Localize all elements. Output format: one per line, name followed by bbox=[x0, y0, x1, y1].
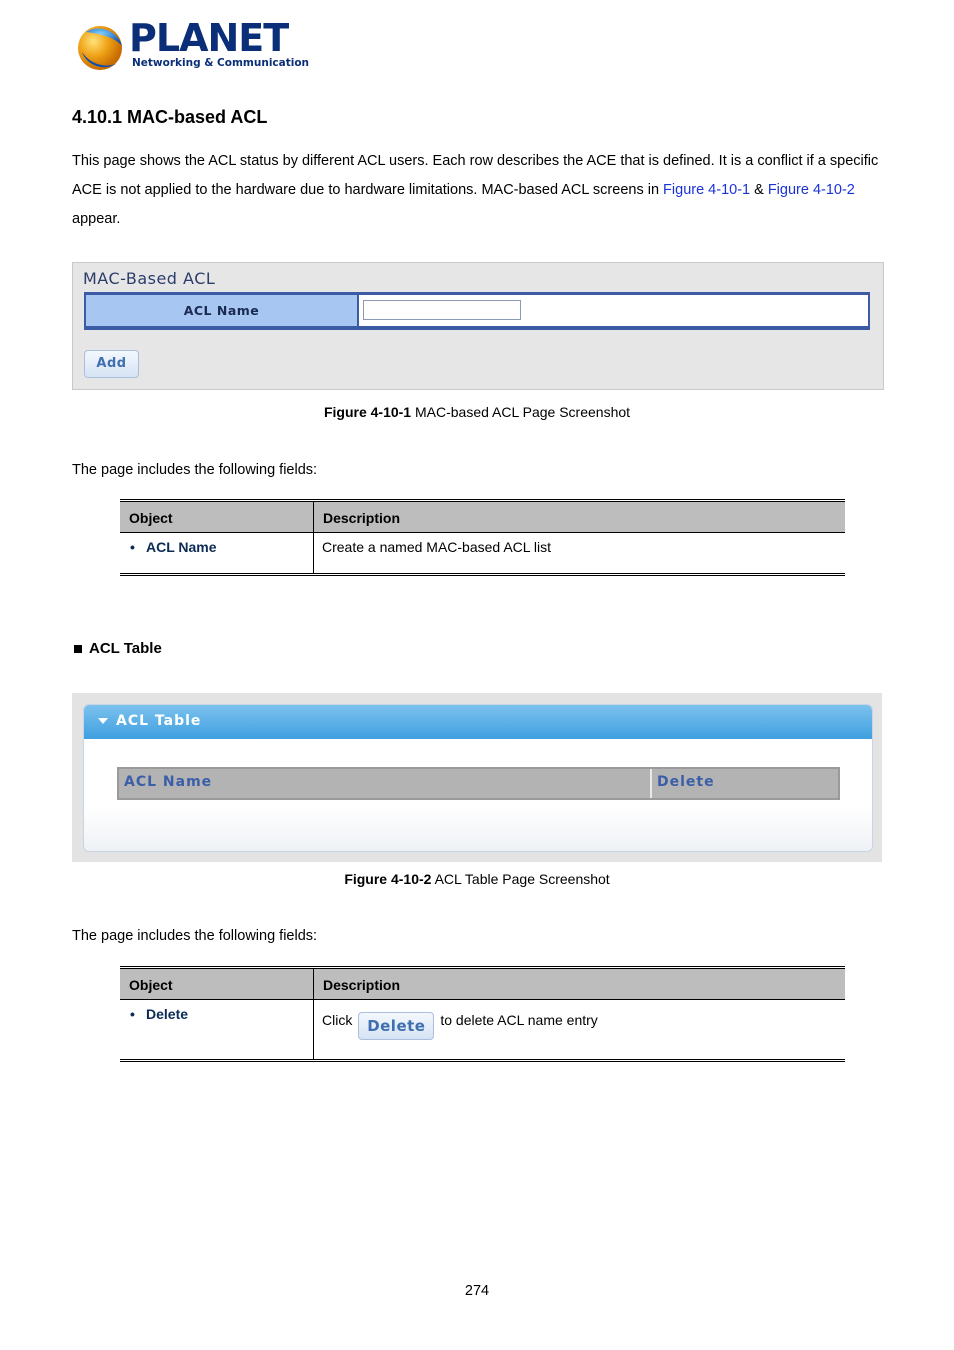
add-button[interactable]: Add bbox=[84, 350, 139, 378]
caption-label: Figure 4-10-1 bbox=[323, 404, 412, 420]
fields-table bbox=[120, 499, 845, 576]
acl-table-header bbox=[117, 767, 840, 800]
acl-table-heading: ACL Table bbox=[89, 640, 162, 657]
delete-button[interactable]: Delete bbox=[358, 1012, 434, 1040]
intro-amp: & bbox=[750, 182, 768, 198]
acl-name-row bbox=[84, 292, 870, 330]
globe-icon bbox=[76, 18, 126, 74]
figure-4-10-1-caption bbox=[0, 404, 954, 420]
table-row bbox=[120, 1000, 845, 1059]
object-name: Delete bbox=[146, 1006, 189, 1022]
fields-intro: The page includes the following fields: bbox=[72, 928, 318, 944]
intro-text: This page shows the ACL status by different ACL users. Each row describes the ACE that is defined. It is a conflict if a specific ACE is not applied to the hardware due to hardware limitations. MAC-based ACL screens in bbox=[72, 153, 879, 198]
planet-logo bbox=[76, 16, 310, 74]
column-acl-name: ACL Name bbox=[119, 769, 652, 798]
panel-header-bar[interactable] bbox=[84, 705, 872, 739]
description-cell: Create a named MAC-based ACL list bbox=[322, 539, 552, 555]
collapse-arrow-icon[interactable] bbox=[98, 718, 108, 724]
acl-name-input[interactable] bbox=[363, 300, 521, 320]
table-header bbox=[120, 502, 845, 533]
caption-text: ACL Table Page Screenshot bbox=[431, 871, 610, 887]
acl-table-screenshot bbox=[72, 693, 882, 862]
section-title: 4.10.1 MAC-based ACL bbox=[72, 107, 268, 127]
square-bullet-icon bbox=[74, 645, 82, 653]
logo-wordmark: PLANET bbox=[129, 16, 289, 60]
acl-name-label: ACL Name bbox=[86, 295, 359, 326]
object-name: ACL Name bbox=[146, 539, 217, 555]
intro-text-end: appear. bbox=[72, 211, 121, 227]
fields-table bbox=[120, 966, 845, 1062]
logo-tagline: Networking & Communication bbox=[132, 57, 310, 69]
desc-before: Click bbox=[322, 1012, 353, 1028]
acl-table-panel bbox=[83, 704, 873, 852]
fields-intro: The page includes the following fields: bbox=[72, 462, 318, 478]
header-object: Object bbox=[120, 969, 314, 999]
object-cell: • ACL Name bbox=[120, 533, 314, 573]
header-description: Description bbox=[323, 977, 401, 993]
mac-based-acl-screenshot bbox=[72, 262, 884, 390]
description-cell bbox=[314, 1000, 845, 1059]
page-number: 274 bbox=[464, 1283, 490, 1299]
figure-4-10-1-link[interactable]: Figure 4-10-1 bbox=[663, 182, 751, 198]
panel-title: ACL Table bbox=[116, 713, 202, 729]
intro-paragraph bbox=[72, 147, 892, 234]
column-delete: Delete bbox=[657, 774, 715, 790]
table-header bbox=[120, 969, 845, 1000]
figure-4-10-2-link[interactable]: Figure 4-10-2 bbox=[767, 182, 855, 198]
table-row bbox=[120, 533, 845, 573]
object-cell: • Delete bbox=[120, 1000, 314, 1059]
caption-text: MAC-based ACL Page Screenshot bbox=[411, 404, 631, 420]
caption-label: Figure 4-10-2 bbox=[344, 871, 432, 887]
figure-4-10-2-caption bbox=[0, 871, 954, 887]
desc-after: to delete ACL name entry bbox=[440, 1012, 598, 1028]
header-object: Object bbox=[120, 502, 314, 532]
header-description: Description bbox=[323, 510, 401, 526]
panel-title: MAC-Based ACL bbox=[83, 269, 216, 288]
